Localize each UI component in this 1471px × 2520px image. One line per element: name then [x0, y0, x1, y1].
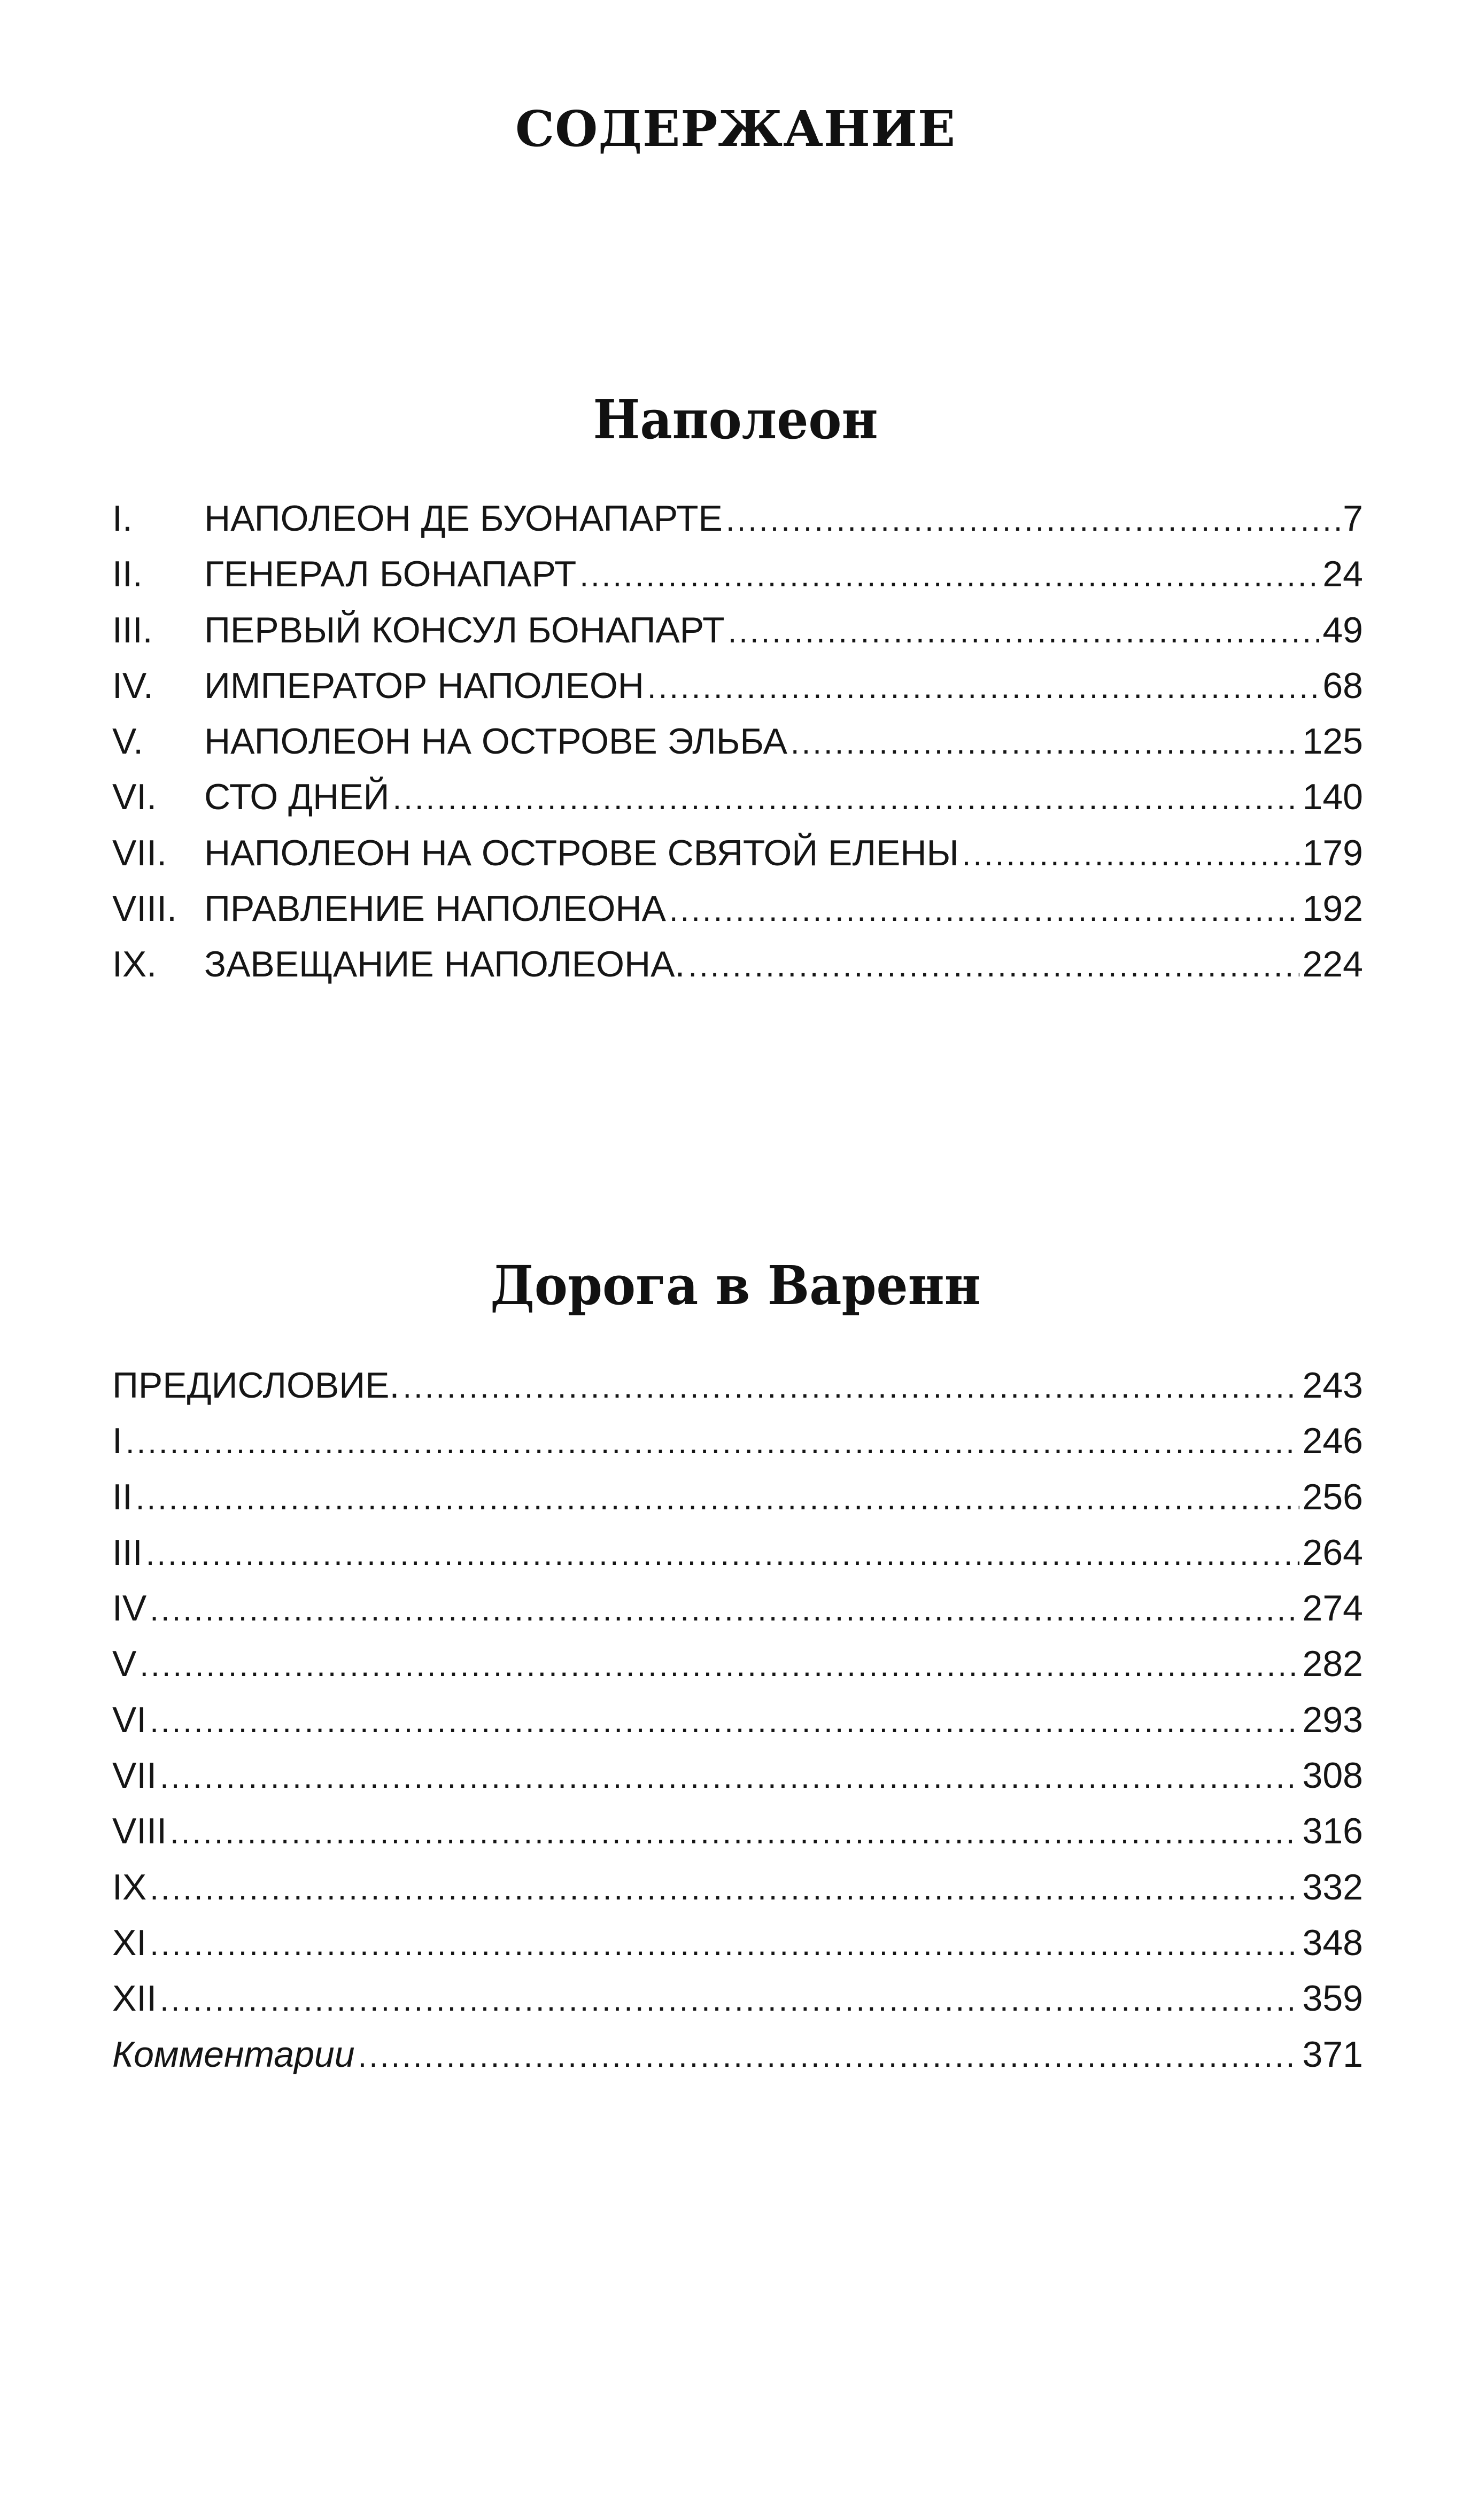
toc-entry-number: VIII. [112, 888, 177, 929]
toc-entry[interactable] [112, 2027, 1363, 2082]
toc-entry[interactable] [112, 1803, 1363, 1859]
dot-leader [150, 1917, 1299, 1972]
toc-entry-page: 7 [1343, 498, 1363, 539]
toc-entry-page: 246 [1302, 1421, 1363, 1462]
toc-entry-title: ПРЕДИСЛОВИЕ. [112, 1365, 400, 1406]
dot-leader [579, 548, 1319, 603]
toc-entry-title: НАПОЛЕОН ДЕ БУОНАПАРТЕ [204, 498, 723, 539]
toc-entry-number: II. [112, 554, 143, 595]
page-title: СОДЕРЖАНИЕ [515, 100, 956, 158]
dot-leader [669, 882, 1299, 938]
dot-leader [728, 604, 1320, 660]
toc-entry-page: 332 [1302, 1866, 1363, 1908]
toc-entry[interactable] [112, 1580, 1363, 1636]
toc-entry-number: I. [112, 498, 133, 539]
toc-entry-page: 264 [1302, 1532, 1363, 1573]
toc-entry-title: II [112, 1476, 133, 1517]
toc-entry[interactable] [112, 491, 1363, 546]
toc-entry-title: СТО ДНЕЙ [204, 777, 390, 818]
toc-entry-title: IX [112, 1866, 147, 1908]
toc-entry-page: 293 [1302, 1699, 1363, 1740]
toc-list-varennes [112, 1358, 1363, 2082]
toc-entry-title: ПЕРВЫЙ КОНСУЛ БОНАПАРТ [204, 609, 725, 650]
toc-entry-title: XI [112, 1922, 147, 1963]
toc-entry-title: ЗАВЕЩАНИЕ НАПОЛЕОНА. [204, 944, 685, 985]
toc-entry-title: ИМПЕРАТОР НАПОЛЕОН [204, 665, 644, 706]
dot-leader [160, 1749, 1299, 1805]
toc-entry-page: 308 [1302, 1755, 1363, 1796]
toc-entry-number: V. [112, 721, 144, 762]
toc-entry-title: XII [112, 1978, 157, 2019]
toc-entry[interactable] [112, 1859, 1363, 1915]
toc-entry-page: 192 [1302, 888, 1363, 929]
dot-leader [150, 1861, 1299, 1917]
toc-entry-title: Комментарии [112, 2034, 355, 2075]
toc-entry[interactable] [112, 1413, 1363, 1469]
toc-entry[interactable] [112, 881, 1363, 936]
toc-entry-page: 274 [1302, 1588, 1363, 1629]
dot-leader [140, 1638, 1299, 1693]
toc-entry-page: 125 [1302, 721, 1363, 762]
toc-entry[interactable] [112, 658, 1363, 714]
toc-entry-page: 179 [1302, 832, 1363, 873]
section-heading-varennes: Дорога в Варенн [490, 1254, 981, 1317]
dot-leader [688, 938, 1299, 994]
toc-entry-page: 24 [1322, 554, 1363, 595]
dot-leader [136, 1471, 1299, 1526]
toc-entry[interactable] [112, 546, 1363, 602]
toc-entry-title: IV [112, 1588, 147, 1629]
toc-entry[interactable] [112, 1525, 1363, 1580]
toc-entry[interactable] [112, 602, 1363, 658]
toc-entry[interactable] [112, 769, 1363, 825]
toc-entry[interactable] [112, 1636, 1363, 1692]
toc-entry-page: 140 [1302, 777, 1363, 818]
toc-entry-number: IV. [112, 665, 153, 706]
toc-entry-number: VI. [112, 777, 157, 818]
toc-entry[interactable] [112, 714, 1363, 769]
toc-entry-number: IX. [112, 944, 157, 985]
dot-leader [791, 715, 1299, 771]
toc-entry-page: 316 [1302, 1811, 1363, 1852]
dot-leader [126, 1415, 1299, 1470]
toc-entry-title: VII [112, 1755, 157, 1796]
dot-leader [150, 1582, 1299, 1638]
dot-leader [150, 1694, 1299, 1749]
toc-entry-page: 282 [1302, 1643, 1363, 1685]
toc-entry-page: 49 [1322, 609, 1363, 650]
toc-entry-title: VIII [112, 1811, 167, 1852]
toc-entry-title: ГЕНЕРАЛ БОНАПАРТ [204, 554, 577, 595]
toc-entry-number: III. [112, 609, 153, 650]
toc-entry[interactable] [112, 936, 1363, 992]
toc-entry[interactable] [112, 1748, 1363, 1803]
dot-leader [962, 827, 1299, 882]
toc-entry[interactable] [112, 1692, 1363, 1748]
toc-entry[interactable] [112, 1358, 1363, 1413]
toc-entry-title: ПРАВЛЕНИЕ НАПОЛЕОНА [204, 888, 666, 929]
toc-entry-title: III [112, 1532, 143, 1573]
toc-entry-title: НАПОЛЕОН НА ОСТРОВЕ ЭЛЬБА [204, 721, 787, 762]
toc-entry-page: 224 [1302, 944, 1363, 985]
toc-entry-title: V [112, 1643, 137, 1685]
dot-leader [402, 1359, 1299, 1415]
dot-leader [647, 660, 1319, 715]
dot-leader [170, 1805, 1299, 1860]
toc-entry-page: 68 [1322, 665, 1363, 706]
toc-entry-title: I [112, 1421, 122, 1462]
toc-entry-page: 243 [1302, 1365, 1363, 1406]
dot-leader [358, 2028, 1299, 2084]
dot-leader [726, 492, 1340, 548]
toc-list-napoleon [112, 491, 1363, 993]
toc-entry-title: НАПОЛЕОН НА ОСТРОВЕ СВЯТОЙ ЕЛЕНЫ [204, 832, 959, 873]
toc-entry[interactable] [112, 1971, 1363, 2026]
toc-entry[interactable] [112, 1915, 1363, 1971]
toc-entry-page: 256 [1302, 1476, 1363, 1517]
toc-entry-title: VI [112, 1699, 147, 1740]
toc-entry-number: VII. [112, 832, 167, 873]
toc-entry-page: 371 [1302, 2034, 1363, 2075]
toc-entry-page: 348 [1302, 1922, 1363, 1963]
toc-entry-page: 359 [1302, 1978, 1363, 2019]
dot-leader [146, 1526, 1299, 1582]
dot-leader [160, 1972, 1299, 2028]
toc-entry[interactable] [112, 1469, 1363, 1525]
section-heading-napoleon: Наполеон [593, 388, 878, 451]
dot-leader [393, 771, 1299, 826]
toc-entry[interactable] [112, 825, 1363, 881]
